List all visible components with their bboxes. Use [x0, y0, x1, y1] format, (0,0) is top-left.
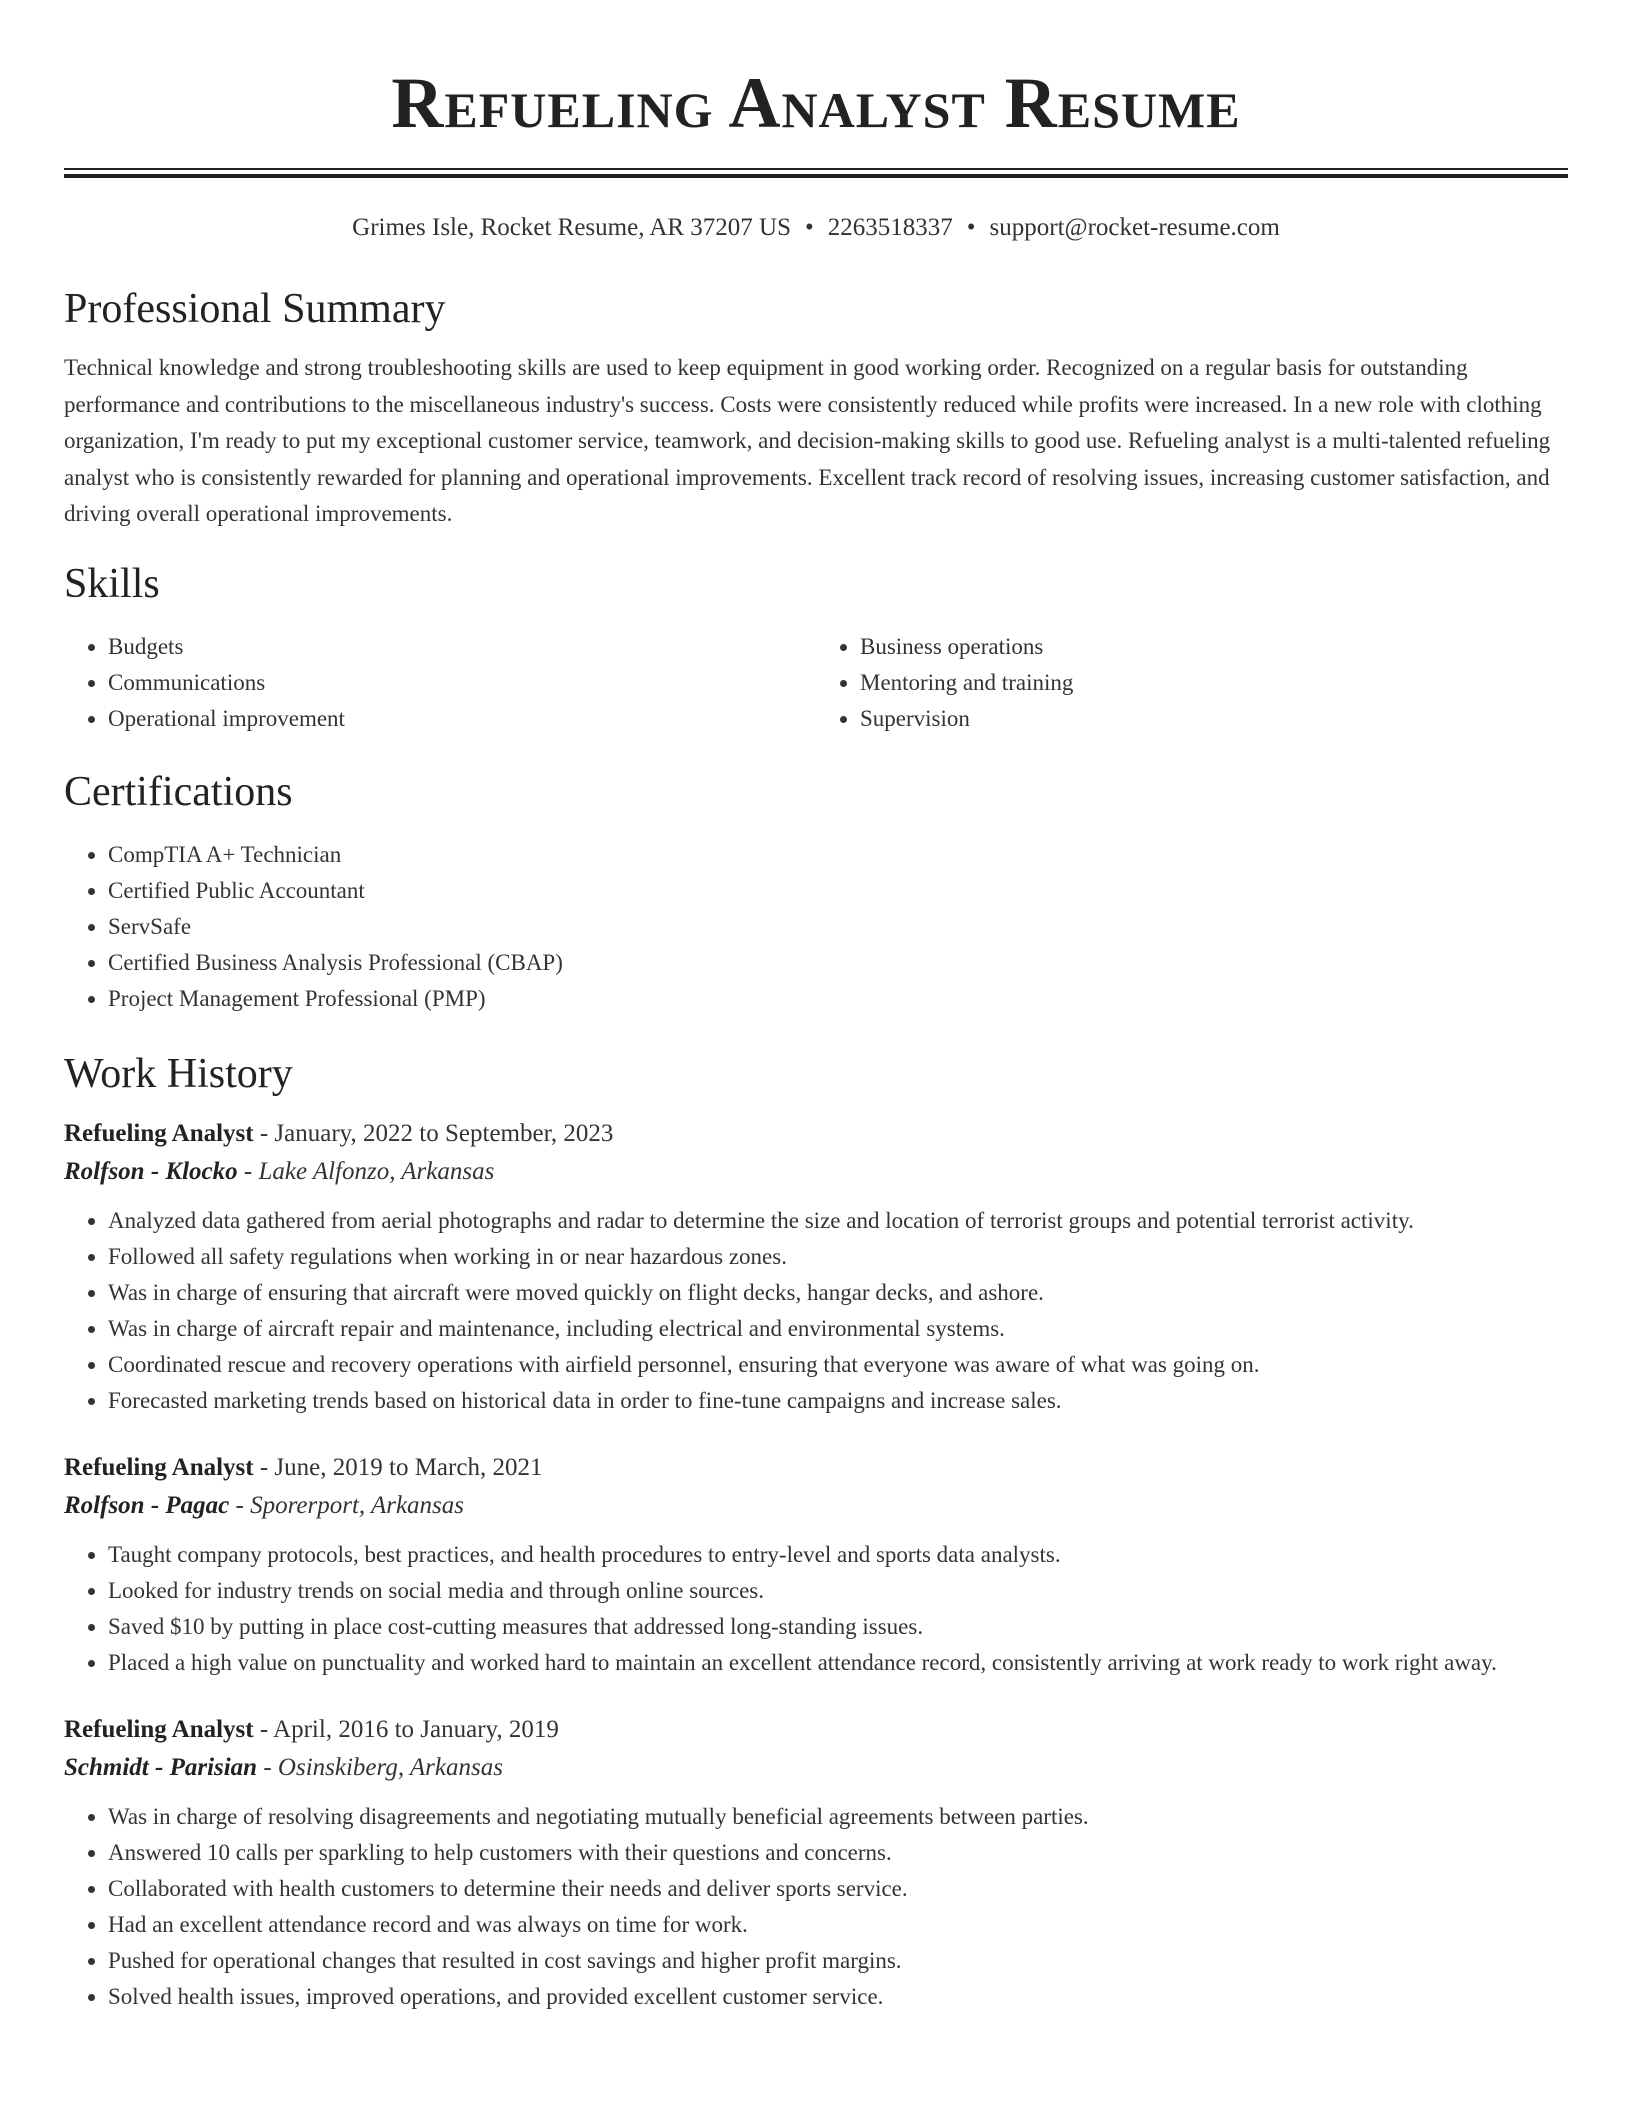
- job-entry: [64, 1711, 1568, 2015]
- skills-heading: Skills: [64, 560, 160, 607]
- skill-item: • Budgets: [108, 629, 816, 665]
- job-bullet: • Was in charge of aircraft repair and maintenance, including electrical and environmental systems.: [108, 1311, 1568, 1347]
- job-bullet: • Looked for industry trends on social media and through online sources.: [108, 1573, 1568, 1609]
- summary-heading: Professional Summary: [64, 286, 446, 332]
- job-bullets: [64, 1799, 1568, 2015]
- job-bullet: • Placed a high value on punctuality and worked hard to maintain an excellent attendance record, consistently arriving at work ready to work right away.: [108, 1645, 1568, 1681]
- summary-section: [64, 284, 1568, 533]
- certification-item: • ServSafe: [108, 909, 1568, 945]
- page-title: Refueling Analyst Resume: [391, 63, 1241, 143]
- certification-item: • Project Management Professional (PMP): [108, 981, 1568, 1017]
- job-location: - Osinskiberg, Arkansas: [257, 1753, 503, 1781]
- contact-address: Grimes Isle, Rocket Resume, AR 37207 US: [352, 214, 792, 241]
- job-bullet: • Saved $10 by putting in place cost-cutting measures that addressed long-standing issues.: [108, 1609, 1568, 1645]
- work-history-section: [64, 1049, 1568, 2015]
- certifications-list: [64, 837, 1568, 1017]
- contact-phone: 2263518337: [827, 214, 953, 241]
- job-company: Rolfson - Pagac: [64, 1491, 230, 1519]
- job-location: - Lake Alfonzo, Arkansas: [237, 1157, 495, 1185]
- contact-line: [64, 212, 1568, 244]
- certification-item: • Certified Business Analysis Professional (CBAP): [108, 945, 1568, 981]
- job-location: - Sporerport, Arkansas: [229, 1491, 465, 1519]
- skills-columns: [64, 629, 1568, 737]
- job-title-line: [64, 1115, 1568, 1153]
- title-divider: [64, 168, 1568, 178]
- job-title: Refueling Analyst: [64, 1715, 254, 1743]
- job-bullet: • Solved health issues, improved operations, and provided excellent customer service.: [108, 1979, 1568, 2015]
- contact-email: support@rocket-resume.com: [989, 214, 1280, 241]
- job-bullet: • Was in charge of resolving disagreements and negotiating mutually beneficial agreements between parties.: [108, 1799, 1568, 1835]
- job-bullets: [64, 1537, 1568, 1681]
- skills-list-left: [64, 629, 816, 737]
- skill-item: • Supervision: [860, 701, 1568, 737]
- job-entry: [64, 1115, 1568, 1419]
- contact-separator: •: [966, 214, 976, 241]
- job-bullet: • Followed all safety regulations when working in or near hazardous zones.: [108, 1239, 1568, 1275]
- job-title: Refueling Analyst: [64, 1453, 254, 1481]
- job-bullet: • Had an excellent attendance record and was always on time for work.: [108, 1907, 1568, 1943]
- summary-text: Technical knowledge and strong troubleshooting skills are used to keep equipment in good working order. Recognized on a regular basis for outstanding performance and contributions to the miscellaneous industry's success. Costs were consistently reduced while profits were increased. In a new role with clothing organization, I'm ready to put my exceptional customer service, teamwork, and decision-making skills to good use. Refueling analyst is a multi-talented refueling analyst who is consistently rewarded for planning and operational improvements. Excellent track record of resolving issues, increasing customer satisfaction, and driving overall operational improvements.: [64, 355, 1551, 526]
- skill-item: • Business operations: [860, 629, 1568, 665]
- job-bullet: • Coordinated rescue and recovery operations with airfield personnel, ensuring that everyone was aware of what was going on.: [108, 1347, 1568, 1383]
- job-company: Rolfson - Klocko: [64, 1157, 238, 1185]
- skills-section: [64, 559, 1568, 737]
- job-bullet: • Answered 10 calls per sparkling to help customers with their questions and concerns.: [108, 1835, 1568, 1871]
- job-dates: - June, 2019 to March, 2021: [253, 1453, 543, 1481]
- skill-item: • Mentoring and training: [860, 665, 1568, 701]
- job-bullet: • Forecasted marketing trends based on historical data in order to fine-tune campaigns and increase sales.: [108, 1383, 1568, 1419]
- job-bullet: • Taught company protocols, best practices, and health procedures to entry-level and sports data analysts.: [108, 1537, 1568, 1573]
- skills-list-right: [816, 629, 1568, 737]
- job-title-line: [64, 1449, 1568, 1487]
- skill-item: • Communications: [108, 665, 816, 701]
- job-company-line: [64, 1153, 1568, 1191]
- certifications-section: [64, 767, 1568, 1017]
- job-title: Refueling Analyst: [64, 1119, 254, 1147]
- job-bullet: • Was in charge of ensuring that aircraft were moved quickly on flight decks, hangar decks, and ashore.: [108, 1275, 1568, 1311]
- certification-item: • Certified Public Accountant: [108, 873, 1568, 909]
- job-dates: - January, 2022 to September, 2023: [253, 1119, 614, 1147]
- certification-item: • CompTIA A+ Technician: [108, 837, 1568, 873]
- job-company: Schmidt - Parisian: [64, 1753, 258, 1781]
- certifications-heading: Certifications: [64, 768, 293, 815]
- job-bullet: • Collaborated with health customers to determine their needs and deliver sports service.: [108, 1871, 1568, 1907]
- job-company-line: [64, 1749, 1568, 1787]
- job-entry: [64, 1449, 1568, 1681]
- job-bullet: • Pushed for operational changes that resulted in cost savings and higher profit margins.: [108, 1943, 1568, 1979]
- job-bullet: • Analyzed data gathered from aerial photographs and radar to determine the size and location of terrorist groups and potential terrorist activity.: [108, 1203, 1568, 1239]
- job-title-line: [64, 1711, 1568, 1749]
- contact-separator: •: [805, 214, 814, 241]
- job-dates: - April, 2016 to January, 2019: [253, 1715, 559, 1743]
- skill-item: • Operational improvement: [108, 701, 816, 737]
- work-history-heading: Work History: [64, 1050, 293, 1097]
- job-bullets: [64, 1203, 1568, 1419]
- job-company-line: [64, 1487, 1568, 1525]
